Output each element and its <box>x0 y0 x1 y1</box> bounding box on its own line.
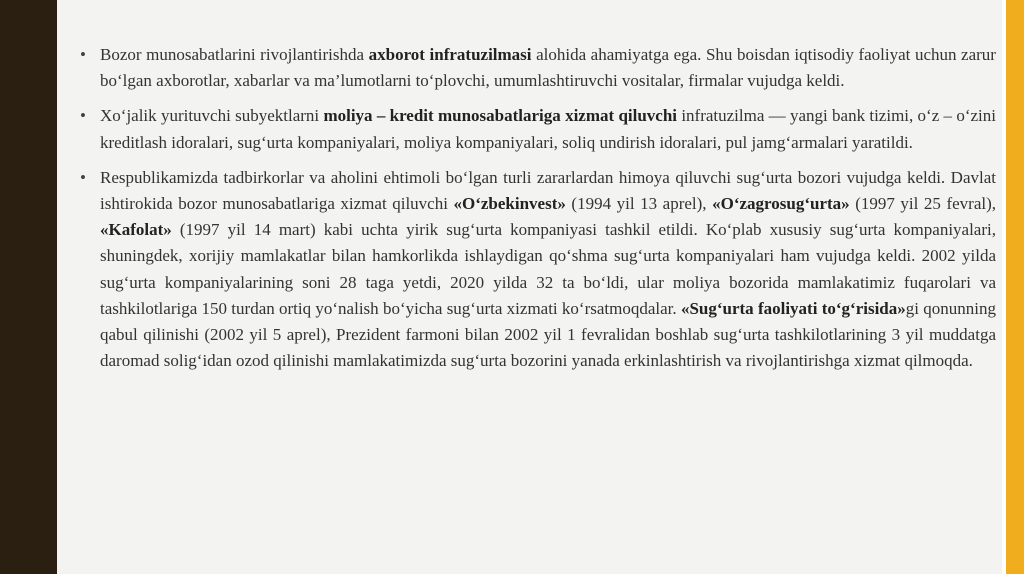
text-segment: infratuzilma — yangi bank tizimi, o‘z – o‘zini kreditlash idoralari, sug‘urta kompaniyalari, moliya kompaniyalari, soliq undirish idoralari, pul jamg‘armalari yaratildi. <box>100 106 996 152</box>
text-segment: (1997 yil 14 mart) kabi uchta yirik sug‘urta kompaniyasi tashkil etildi. Ko‘plab xususiy sug‘urta kompaniyalari, shuningdek, xorijiy mamlakatlar bilan hamkorlikda ishlaydigan qo‘shma sug‘urta kompaniyalari ham vujudga keldi. 2002 yilda sug‘urta kompaniyalarining soni 28 taga yetdi, 2020 yilda 32 ta bo‘ldi, ular moliya bozorida mamlakatimiz fuqarolari va tashkilotlariga 150 turdan ortiq yo‘nalish bo‘yicha sug‘urta xizmati ko‘rsatmoqdalar. <box>100 220 996 318</box>
text-segment-bold: axborot infratuzilmasi <box>368 45 532 64</box>
bullet-list <box>78 42 996 374</box>
text-segment: gi qonunning qabul qilinishi (2002 yil 5 aprel), Prezident farmoni bilan 2002 yil 1 fevralidan boshlab sug‘urta tashkilotlarining 3 yil muddatga daromad solig‘idan ozod qilinishi mamlakatimizda sug‘urta bozorini yanada erkinlashtirish va rivojlantirishga xizmat qilmoqda. <box>100 298 996 371</box>
text-segment-bold: «Kafolat» <box>100 220 172 240</box>
slide-content <box>78 42 996 383</box>
text-segment: Respublikamizda tadbirkorlar va aholini ehtimoli bo‘lgan turli zararlardan himoya qiluvchi sug‘urta bozori vujudga keldi. Davlat ishtirokida bozor munosabatlariga xizmat qiluvchi <box>100 167 996 214</box>
text-segment: Xo‘jalik yurituvchi subyektlarni <box>100 106 324 126</box>
text-segment-bold: «Sug‘urta faoliyati to‘g‘risida» <box>680 298 906 318</box>
text-segment-bold: «O‘zagrosug‘urta» <box>712 194 850 214</box>
bullet-item-3 <box>78 165 996 375</box>
text-segment: Bozor munosabatlarini rivojlantirishda <box>100 45 369 64</box>
left-decorative-bar <box>0 0 57 574</box>
text-segment-bold: moliya – kredit munosabatlariga xizmat qiluvchi <box>323 106 678 126</box>
text-segment: (1997 yil 25 fevral), <box>849 194 997 214</box>
bullet-item-1 <box>78 42 996 94</box>
text-segment-bold: «O‘zbekinvest» <box>453 194 566 214</box>
text-segment: (1994 yil 13 aprel), <box>565 194 713 214</box>
bullet-item-2 <box>78 103 996 155</box>
text-segment: alohida ahamiyatga ega. Shu boisdan iqtisodiy faoliyat uchun zarur bo‘lgan axborotlar, xabarlar va ma’lumotlarni to‘plovchi, umumlashtiruvchi vositalar, firmalar vujudga keldi. <box>100 45 996 91</box>
right-accent-bar <box>1006 0 1024 574</box>
